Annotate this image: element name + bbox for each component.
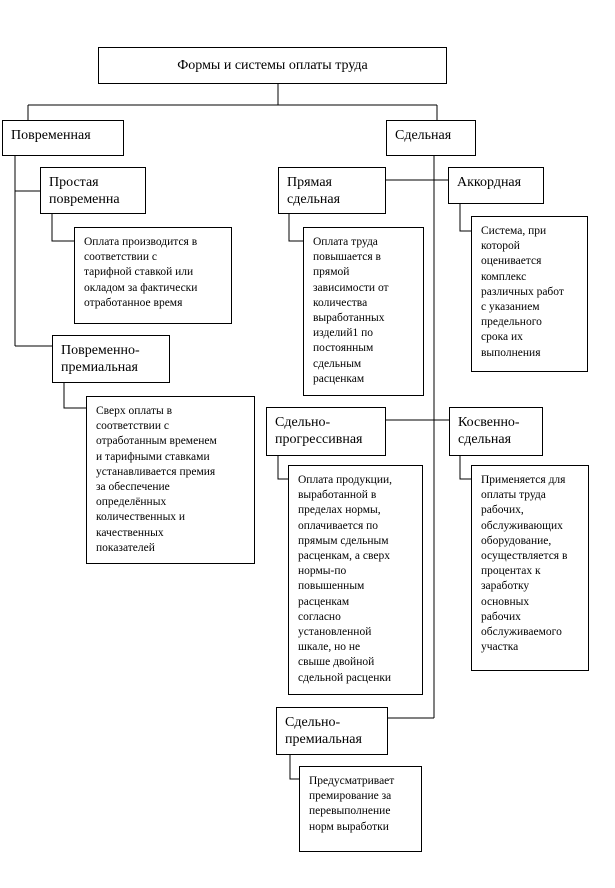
node-sdelnaya: Сдельная [386, 120, 476, 156]
connector-kosvennaya-desc [460, 456, 471, 479]
connector-sdelno-premialnaya-desc [290, 755, 299, 779]
node-pryamaya-sdelnaya: Прямая сдельная [278, 167, 386, 214]
desc-povremenno-premialnaya: Сверх оплаты в соответствии с отработанным временем и тарифными ставками устанавливается премия за обеспечение определённых количественных и качественных показателей [86, 396, 255, 564]
desc-akkordnaya: Система, при которой оценивается комплекс различных работ с указанием предельного срока их выполнения [471, 216, 588, 372]
connector-prostaya-desc [52, 214, 74, 241]
desc-sdelno-premialnaya: Предусматривает премирование за перевыполнение норм выработки [299, 766, 422, 852]
connector-pryamaya-desc [289, 214, 303, 241]
diagram-title: Формы и системы оплаты труда [98, 47, 447, 84]
connector-povremenno-premialnaya-desc [64, 383, 86, 408]
connector-akkordnaya-desc [460, 204, 471, 231]
desc-prostaya-povremennaya: Оплата производится в соответствии с тарифной ставкой или окладом за фактически отработанное время [74, 227, 232, 324]
node-kosvenno-sdelnaya: Косвенно- сдельная [449, 407, 543, 456]
desc-pryamaya-sdelnaya: Оплата труда повышается в прямой зависимости от количества выработанных изделий1 по постоянным сдельным расценкам [303, 227, 424, 396]
node-sdelno-premialnaya: Сдельно- премиальная [276, 707, 388, 755]
node-prostaya-povremennaya: Простая повременна [40, 167, 146, 214]
node-akkordnaya: Аккордная [448, 167, 544, 204]
node-sdelno-progressivnaya: Сдельно- прогрессивная [266, 407, 386, 456]
connector-progressivnaya-desc [278, 456, 288, 479]
desc-kosvenno-sdelnaya: Применяется для оплаты труда рабочих, обслуживающих оборудование, осуществляется в процентах к заработку основных рабочих обслуживаемого участка [471, 465, 589, 671]
node-povremenno-premialnaya: Повременно- премиальная [52, 335, 170, 383]
desc-sdelno-progressivnaya: Оплата продукции, выработанной в пределах нормы, оплачивается по прямым сдельным расценкам, а сверх нормы-по повышенным расценкам согласно установленной шкале, но не свыше двойной сдельной расценки [288, 465, 423, 695]
node-povremennaya: Повременная [2, 120, 124, 156]
